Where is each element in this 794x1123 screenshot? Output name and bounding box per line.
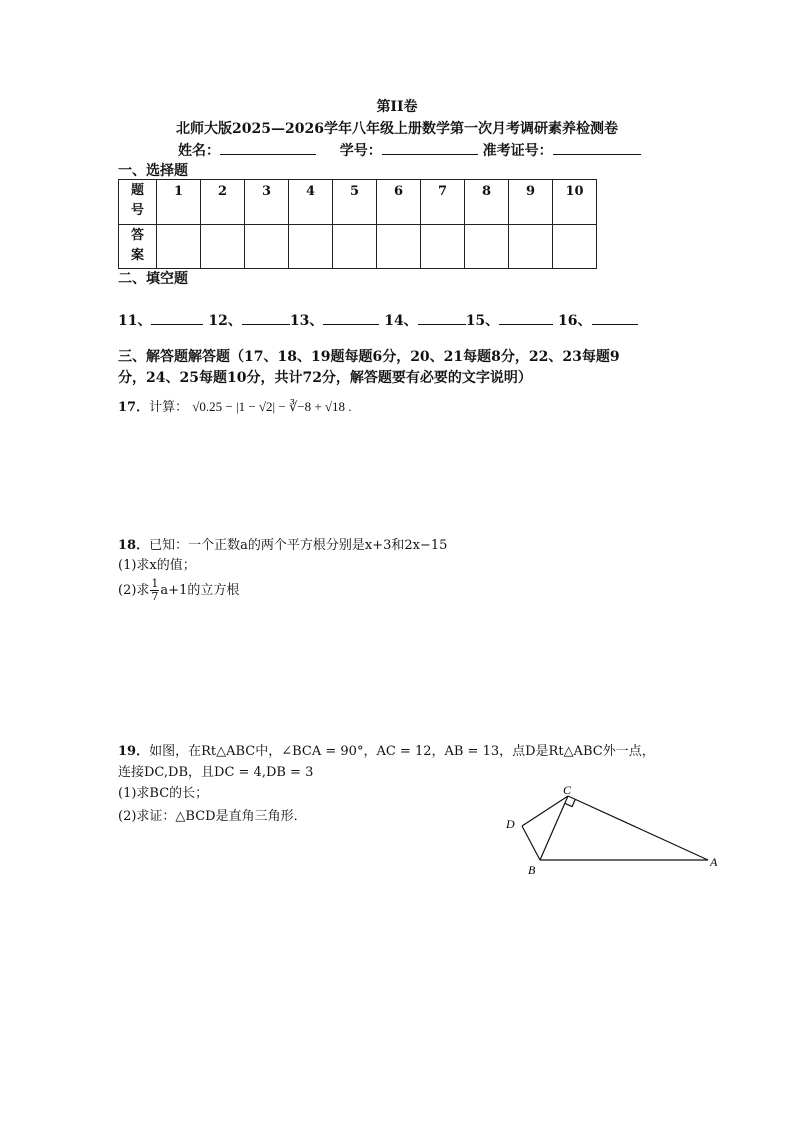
blank-label-11: 11、 [118,313,152,329]
section1-heading: 一、选择题 [118,163,188,179]
q17-number: 17． [118,400,150,415]
question-number-row [119,180,597,225]
q18-part1: (1)求x的值； [118,558,196,573]
q17-text: 计算： [149,400,189,415]
q17-expression: √0.25 − |1 − √2| − ∛−8 + √18 . [192,399,352,414]
col-3: 3 [245,180,289,225]
answer-cell[interactable] [465,225,509,269]
student-id-blank[interactable] [382,142,478,155]
col-2: 2 [201,180,245,225]
col-1: 1 [157,180,201,225]
answer-cell[interactable] [377,225,421,269]
q18-frac-denominator: 7 [151,590,159,603]
label-b: B [528,863,536,877]
question-18 [118,534,447,553]
blank-label-12: 12、 [208,313,242,329]
answer-cell[interactable] [421,225,465,269]
blank-label-16: 16、 [558,313,592,329]
q18-part2-prefix: (2)求 [118,583,150,598]
name-label: 姓名： [178,143,220,159]
q19-number: 19． [118,744,150,759]
q18-fraction [150,578,159,603]
fill-blank-15[interactable] [499,312,553,325]
q18-part2 [118,578,239,603]
answer-label: 答案 [119,225,157,269]
q18-part2-suffix: a+1的立方根 [160,583,240,598]
section3-heading-line2: 分，24、25每题10分，共计72分，解答题要有必要的文字说明） [118,370,532,386]
blank-label-15: 15、 [465,313,500,329]
q18-text: 已知：一个正数a的两个平方根分别是x+3和2x−15 [149,538,448,553]
question-17 [118,396,352,415]
q19-part1: (1)求BC的长； [118,786,209,801]
col-5: 5 [333,180,377,225]
segment-db [522,826,540,860]
col-9: 9 [509,180,553,225]
question-19 [118,740,655,759]
section2-heading: 二、填空题 [118,271,188,287]
name-blank[interactable] [220,142,316,155]
answer-cell[interactable] [289,225,333,269]
answer-table [118,179,597,269]
answer-cell[interactable] [157,225,201,269]
answer-row [119,225,597,269]
exam-title: 北师大版2025—2026学年八年级上册数学第一次月考调研素养检测卷 [176,121,618,137]
question-number-label: 题号 [119,180,157,225]
label-d: D [506,817,515,831]
fill-blank-row [118,310,638,330]
fill-blank-11[interactable] [151,312,203,325]
answer-cell[interactable] [553,225,597,269]
blank-label-13: 13、 [289,313,324,329]
student-id-label: 学号： [339,143,382,159]
exam-no-blank[interactable] [553,142,641,155]
student-info-row [178,140,641,160]
q18-number: 18． [118,538,150,553]
q19-part2: (2)求证：△BCD是直角三角形． [118,809,307,824]
q19-text: 如图，在Rt△ABC中，∠BCA = 90°，AC = 12，AB = 13，点D是Rt△ABC外一点， [149,744,655,759]
fill-blank-16[interactable] [592,312,638,325]
label-a: A [710,855,718,869]
col-4: 4 [289,180,333,225]
segment-ca [568,796,708,860]
answer-cell[interactable] [245,225,289,269]
fill-blank-13[interactable] [323,312,379,325]
triangle-figure [500,780,730,880]
answer-cell[interactable] [201,225,245,269]
col-10: 10 [553,180,597,225]
q19-line2: 连接DC,DB，且DC = 4,DB = 3 [118,765,314,780]
fill-blank-12[interactable] [242,312,290,325]
exam-no-label: 准考证号： [482,143,553,159]
volume-label: 第II卷 [376,99,418,115]
label-c: C [563,783,572,797]
fill-blank-14[interactable] [418,312,466,325]
col-6: 6 [377,180,421,225]
answer-cell[interactable] [333,225,377,269]
answer-cell[interactable] [509,225,553,269]
blank-label-14: 14、 [384,313,418,329]
col-8: 8 [465,180,509,225]
q18-frac-numerator: 1 [151,577,159,590]
section3-heading-line1: 三、解答题解答题（17、18、19题每题6分，20、21每题8分，22、23每题9 [118,349,620,365]
col-7: 7 [421,180,465,225]
